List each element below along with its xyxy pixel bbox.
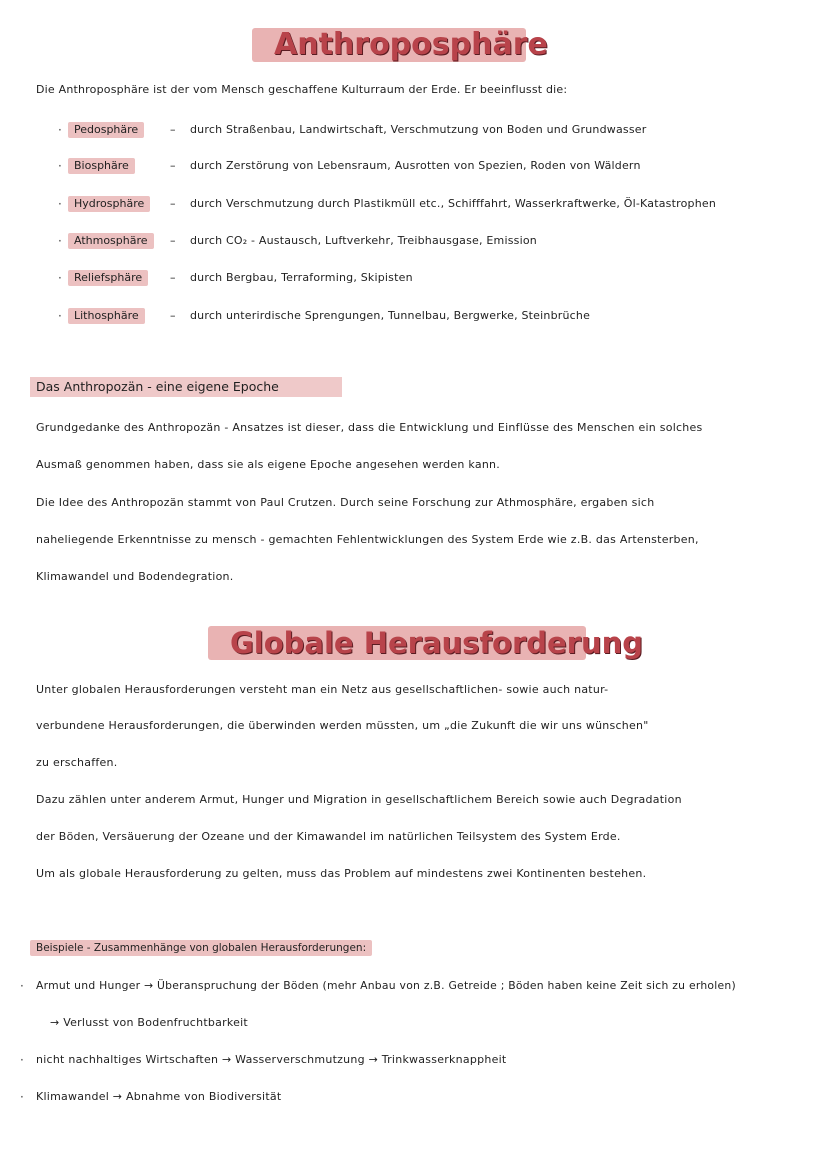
sphere-name: Pedosphäre bbox=[68, 122, 144, 138]
bullet: · bbox=[58, 123, 62, 137]
example-item: Klimawandel → Abnahme von Biodiversität bbox=[36, 1090, 282, 1103]
dash: – bbox=[170, 309, 176, 322]
sphere-desc: durch CO₂ - Austausch, Luftverkehr, Treibhausgase, Emission bbox=[190, 234, 537, 247]
paragraph-line: der Böden, Versäuerung der Ozeane und der Kimawandel im natürlichen Teilsystem des System Erde. bbox=[36, 830, 621, 843]
section-title-globale-herausforderung: Globale Herausforderung bbox=[208, 626, 586, 660]
paragraph-line: verbundene Herausforderungen, die überwinden werden müssten, um „die Zukunft die wir uns wünschen" bbox=[36, 719, 649, 732]
dash: – bbox=[170, 159, 176, 172]
paragraph-line: Unter globalen Herausforderungen versteht man ein Netz aus gesellschaftlichen- sowie auch natur- bbox=[36, 683, 609, 696]
paragraph-line: Um als globale Herausforderung zu gelten, muss das Problem auf mindestens zwei Kontinenten bestehen. bbox=[36, 867, 647, 880]
sphere-desc: durch Straßenbau, Landwirtschaft, Verschmutzung von Boden und Grundwasser bbox=[190, 123, 647, 136]
page-title: Anthroposphäre bbox=[252, 28, 526, 62]
paragraph-line: Grundgedanke des Anthropozän - Ansatzes ist dieser, dass die Entwicklung und Einflüsse des Menschen ein solches bbox=[36, 421, 703, 434]
paragraph-line: Ausmaß genommen haben, dass sie als eigene Epoche angesehen werden kann. bbox=[36, 458, 501, 471]
sphere-name: Biosphäre bbox=[68, 158, 135, 174]
sphere-name: Lithosphäre bbox=[68, 308, 145, 324]
sphere-desc: durch Bergbau, Terraforming, Skipisten bbox=[190, 271, 413, 284]
example-item: Armut und Hunger → Überanspruchung der Böden (mehr Anbau von z.B. Getreide ; Böden haben keine Zeit sich zu erholen) bbox=[36, 979, 736, 992]
bullet: · bbox=[58, 309, 62, 323]
bullet: · bbox=[58, 234, 62, 248]
sphere-desc: durch Zerstörung von Lebensraum, Ausrotten von Spezien, Roden von Wäldern bbox=[190, 159, 641, 172]
section-heading-anthropozaen: Das Anthropozän - eine eigene Epoche bbox=[30, 377, 342, 397]
dash: – bbox=[170, 197, 176, 210]
sphere-name: Reliefsphäre bbox=[68, 270, 148, 286]
dash: – bbox=[170, 271, 176, 284]
dash: – bbox=[170, 123, 176, 136]
bullet: · bbox=[58, 197, 62, 211]
sphere-desc: durch unterirdische Sprengungen, Tunnelbau, Bergwerke, Steinbrüche bbox=[190, 309, 591, 322]
bullet: · bbox=[58, 271, 62, 285]
example-item: nicht nachhaltiges Wirtschaften → Wasserverschmutzung → Trinkwasserknappheit bbox=[36, 1053, 507, 1066]
examples-heading: Beispiele - Zusammenhänge von globalen Herausforderungen: bbox=[30, 940, 372, 956]
sphere-name: Athmosphäre bbox=[68, 233, 154, 249]
bullet: · bbox=[20, 1053, 24, 1067]
sphere-name: Hydrosphäre bbox=[68, 196, 150, 212]
paragraph-line: Dazu zählen unter anderem Armut, Hunger und Migration in gesellschaftlichem Bereich sowie auch Degradation bbox=[36, 793, 682, 806]
paragraph-line: Die Idee des Anthropozän stammt von Paul Crutzen. Durch seine Forschung zur Athmosphäre, ergaben sich bbox=[36, 496, 655, 509]
paragraph-line: naheliegende Erkenntnisse zu mensch - gemachten Fehlentwicklungen des System Erde wie z.B. das Artensterben, bbox=[36, 533, 699, 546]
example-item: → Verlusst von Bodenfruchtbarkeit bbox=[50, 1016, 248, 1029]
bullet: · bbox=[20, 979, 24, 993]
paragraph-line: Klimawandel und Bodendegration. bbox=[36, 570, 234, 583]
paragraph-line: zu erschaffen. bbox=[36, 756, 118, 769]
bullet: · bbox=[58, 159, 62, 173]
intro-text: Die Anthroposphäre ist der vom Mensch geschaffene Kulturraum der Erde. Er beeinflusst die: bbox=[36, 83, 568, 96]
sphere-desc: durch Verschmutzung durch Plastikmüll etc., Schifffahrt, Wasserkraftwerke, Öl-Katastrophen bbox=[190, 197, 717, 210]
dash: – bbox=[170, 234, 176, 247]
bullet: · bbox=[20, 1090, 24, 1104]
